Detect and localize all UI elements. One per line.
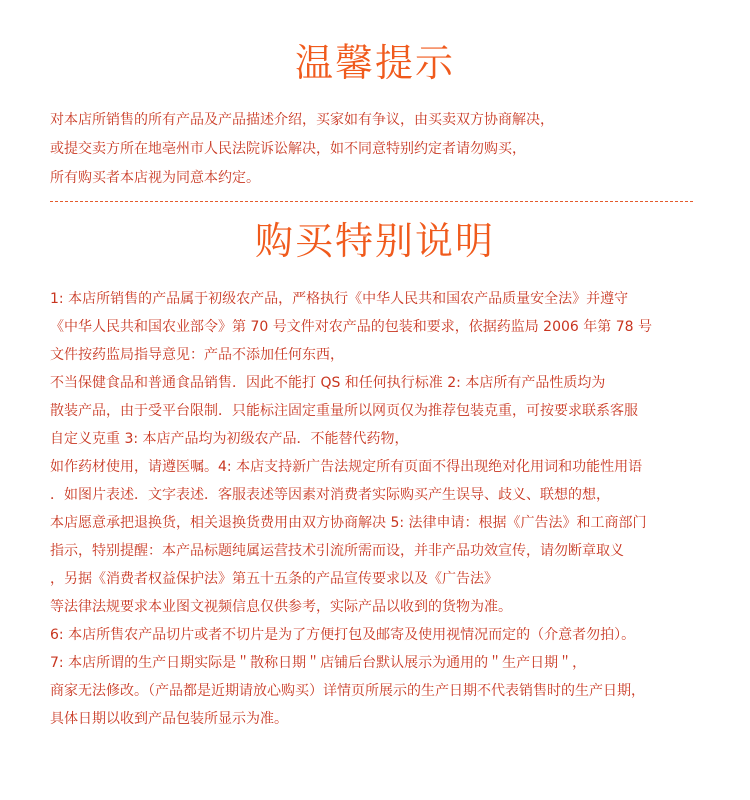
purchase-notes-line: 《中华人民共和国农业部令》第 70 号文件对农产品的包装和要求，依据药监局 2006 年第 78 号 (50, 319, 652, 335)
warm-tips-body (50, 106, 720, 193)
purchase-notes-line: 等法律法规要求本业图文视频信息仅供参考，实际产品以收到的货物为准。 (50, 599, 512, 615)
warm-tips-line: 对本店所销售的所有产品及产品描述介绍，买家如有争议，由买卖双方协商解决， (50, 112, 554, 128)
warm-tips-line: 或提交卖方所在地亳州市人民法院诉讼解决，如不同意特别约定者请勿购买， (50, 141, 526, 157)
purchase-notes-line: 7: 本店所谓的生产日期实际是＂散称日期＂店铺后台默认展示为通用的＂生产日期＂， (50, 655, 587, 671)
purchase-notes-line: 自定义克重 3: 本店产品均为初级农产品．不能替代药物， (50, 431, 409, 447)
purchase-notes-line: 文件按药监局指导意见：产品不添加任何东西， (50, 347, 344, 363)
dashed-divider (50, 201, 693, 202)
purchase-notes-line: 1: 本店所销售的产品属于初级农产品，严格执行《中华人民共和国农产品质量安全法》并遵守 (50, 291, 629, 307)
purchase-notes-line: 指示，特别提醒：本产品标题纯属运营技术引流所需而设，并非产品功效宣传，请勿断章取义 (50, 543, 624, 559)
purchase-notes-line: 不当保健食品和普通食品销售．因此不能打 QS 和任何执行标准 2: 本店所有产品性质均为 (50, 375, 606, 391)
purchase-notes-line: 如作药材使用，请遵医嘱。4: 本店支持新广告法规定所有页面不得出现绝对化用词和功能性用语 (50, 459, 643, 475)
warm-tips-line: 所有购买者本店视为同意本约定。 (50, 170, 260, 186)
purchase-notes-title: 购买特别说明 (254, 219, 495, 263)
purchase-notes-line: ，另据《消费者权益保护法》第五十五条的产品宣传要求以及《广告法》 (50, 571, 498, 587)
purchase-notes-line: 商家无法修改。（产品都是近期请放心购买）详情页所展示的生产日期不代表销售时的生产日期， (50, 683, 645, 699)
warm-tips-title: 温馨提示 (294, 41, 455, 85)
purchase-notes-line: 6: 本店所售农产品切片或者不切片是为了方便打包及邮寄及使用视情况而定的（介意者勿拍）。 (50, 627, 636, 643)
purchase-notes-line: 散装产品，由于受平台限制．只能标注固定重量所以网页仅为推荐包装克重，可按要求联系客服 (50, 403, 638, 419)
purchase-notes-line: ．如图片表述．文字表述．客服表述等因素对消费者实际购买产生误导、歧义、联想的想， (50, 487, 610, 503)
purchase-notes-line: 本店愿意承把退换货，相关退换货费用由双方协商解决 5: 法律申请：根据《广告法》和工商部门 (50, 515, 647, 531)
purchase-notes-line: 具体日期以收到产品包装所显示为准。 (50, 711, 288, 727)
purchase-notes-body (50, 285, 720, 733)
